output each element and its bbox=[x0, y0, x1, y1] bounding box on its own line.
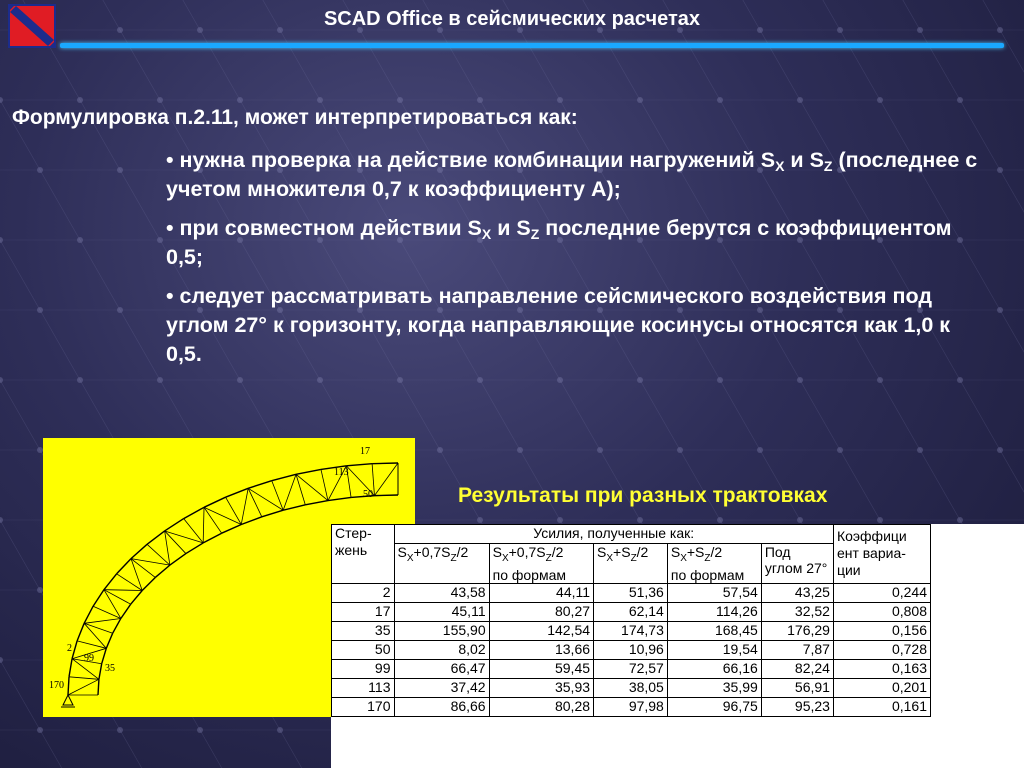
truss-member bbox=[184, 507, 204, 518]
bullet-item: • при совместном действии $S_X$ и $S_Z$ последние берутся с коэффициентом 0,5; bbox=[166, 216, 952, 269]
table-cell: 80,27 bbox=[489, 602, 593, 621]
table-cell: 51,36 bbox=[594, 583, 668, 602]
subheader-cell: Под углом 27° bbox=[761, 544, 833, 584]
table-cell: 44,11 bbox=[489, 583, 593, 602]
table-row bbox=[332, 697, 931, 716]
table-cell: 99 bbox=[332, 659, 395, 678]
table-cell: 43,58 bbox=[394, 583, 489, 602]
header-rod: Стер-жень bbox=[332, 525, 395, 584]
table-cell: 174,73 bbox=[594, 621, 668, 640]
subheader-cell: $S_X+0,7S_Z/2$ bbox=[394, 544, 489, 584]
table-cell: 0,244 bbox=[833, 583, 930, 602]
truss-member bbox=[272, 481, 283, 511]
table-cell: 66,16 bbox=[667, 659, 761, 678]
truss-member bbox=[68, 679, 99, 695]
table-cell: 0,156 bbox=[833, 621, 930, 640]
subheader-cell: $S_X+0,7S_Z/2$ по формам bbox=[489, 544, 593, 584]
truss-member bbox=[113, 618, 121, 633]
truss-member bbox=[93, 590, 104, 607]
table-cell: 62,14 bbox=[594, 602, 668, 621]
header-variation: Коэффици ент вариа-ции bbox=[833, 525, 930, 584]
bullet-item: • нужна проверка на действие комбинации нагружений $S_X$ и $S_Z$ (последнее с учетом множителя 0,7 к коэффициенту А); bbox=[166, 148, 978, 201]
table-cell: 35,93 bbox=[489, 678, 593, 697]
truss-member bbox=[131, 591, 143, 605]
table-cell: 80,28 bbox=[489, 697, 593, 716]
truss-member bbox=[328, 497, 351, 500]
table-cell: 176,29 bbox=[761, 621, 833, 640]
truss-member bbox=[93, 606, 121, 618]
truss-member bbox=[155, 565, 170, 577]
table-cell: 35 bbox=[332, 621, 395, 640]
truss-member bbox=[372, 463, 398, 464]
table-cell: 37,42 bbox=[394, 678, 489, 697]
table-cell: 7,87 bbox=[761, 640, 833, 659]
truss-member bbox=[186, 543, 203, 554]
truss-member bbox=[142, 577, 155, 590]
table-cell: 2 bbox=[332, 583, 395, 602]
table-row bbox=[332, 602, 931, 621]
truss-member bbox=[77, 641, 106, 648]
subheader-cell: $S_X+S_Z/2$ bbox=[594, 544, 668, 584]
truss-member bbox=[104, 590, 142, 591]
table-cell: 59,45 bbox=[489, 659, 593, 678]
table-cell: 0,163 bbox=[833, 659, 930, 678]
support-icon bbox=[63, 695, 73, 705]
section-heading: Формулировка п.2.11, может интерпретироваться как: bbox=[12, 106, 578, 129]
page-title: SCAD Office в сейсмических расчетах bbox=[323, 8, 701, 30]
table-cell: 155,90 bbox=[394, 621, 489, 640]
table-cell: 45,11 bbox=[394, 602, 489, 621]
table-cell: 170 bbox=[332, 697, 395, 716]
table-cell: 0,728 bbox=[833, 640, 930, 659]
truss-member bbox=[241, 517, 262, 525]
table-cell: 0,201 bbox=[833, 678, 930, 697]
truss-label: 113 bbox=[334, 467, 349, 478]
results-title: Результаты при разных трактовках bbox=[458, 484, 828, 507]
table-row bbox=[332, 678, 931, 697]
truss-member bbox=[72, 641, 77, 659]
truss-member bbox=[283, 505, 305, 510]
table-cell: 113 bbox=[332, 678, 395, 697]
truss-label: 50 bbox=[363, 489, 373, 500]
truss-member bbox=[69, 677, 99, 680]
table-cell: 95,23 bbox=[761, 697, 833, 716]
table-cell: 35,99 bbox=[667, 678, 761, 697]
truss-member bbox=[84, 606, 93, 623]
truss-member bbox=[165, 519, 184, 531]
truss-member bbox=[222, 524, 242, 533]
truss-member bbox=[99, 664, 102, 680]
truss-member bbox=[84, 618, 121, 623]
truss-member bbox=[272, 474, 296, 480]
truss-label: 17 bbox=[360, 446, 370, 457]
table-cell: 0,808 bbox=[833, 602, 930, 621]
truss-member bbox=[98, 679, 99, 695]
truss-member bbox=[68, 677, 69, 695]
truss-member bbox=[305, 501, 328, 505]
truss-member bbox=[346, 464, 372, 466]
truss-member bbox=[184, 519, 203, 543]
bullet-list bbox=[166, 146, 991, 379]
truss-member bbox=[203, 533, 221, 543]
table-cell: 32,52 bbox=[761, 602, 833, 621]
truss-member bbox=[296, 474, 305, 504]
table-cell: 17 bbox=[332, 602, 395, 621]
truss-member bbox=[147, 531, 165, 544]
truss-member bbox=[102, 648, 107, 663]
table-cell: 114,26 bbox=[667, 602, 761, 621]
table-row bbox=[332, 640, 931, 659]
table-cell: 168,45 bbox=[667, 621, 761, 640]
table-cell: 86,66 bbox=[394, 697, 489, 716]
table-row bbox=[332, 583, 931, 602]
table-cell: 82,24 bbox=[761, 659, 833, 678]
truss-member bbox=[374, 463, 398, 496]
truss-member bbox=[226, 488, 249, 497]
truss-member bbox=[296, 469, 321, 474]
truss-member bbox=[262, 510, 283, 517]
truss-member bbox=[241, 488, 248, 524]
header-forces-group: Усилия, полученные как: bbox=[394, 525, 833, 544]
truss-label: 2 bbox=[67, 643, 72, 654]
table-cell: 96,75 bbox=[667, 697, 761, 716]
truss-member bbox=[106, 633, 112, 648]
table-cell: 97,98 bbox=[594, 697, 668, 716]
table-cell: 72,57 bbox=[594, 659, 668, 678]
truss-member bbox=[104, 574, 117, 590]
truss-member bbox=[226, 497, 242, 524]
table-cell: 56,91 bbox=[761, 678, 833, 697]
truss-member bbox=[121, 604, 131, 618]
title-underline bbox=[60, 43, 1004, 48]
results-table-panel bbox=[331, 524, 1024, 768]
table-row bbox=[332, 659, 931, 678]
table-cell: 66,47 bbox=[394, 659, 489, 678]
table-row bbox=[332, 621, 931, 640]
truss-member bbox=[117, 559, 131, 574]
bullet-item: • следует рассматривать направление сейсмического воздействия под углом 27° к горизонту, когда направляющие косинусы относятся как 1,0 к 0,5. bbox=[166, 284, 951, 366]
truss-label: 99 bbox=[84, 653, 94, 664]
truss-member bbox=[204, 497, 226, 507]
subheader-cell: $S_X+S_Z/2$ по формам bbox=[667, 544, 761, 584]
table-cell: 10,96 bbox=[594, 640, 668, 659]
truss-member bbox=[283, 474, 296, 510]
truss-member bbox=[170, 554, 186, 566]
table-cell: 13,66 bbox=[489, 640, 593, 659]
truss-member bbox=[203, 507, 204, 543]
results-table bbox=[331, 524, 931, 717]
truss-member bbox=[374, 495, 398, 496]
table-cell: 50 bbox=[332, 640, 395, 659]
table-cell: 8,02 bbox=[394, 640, 489, 659]
truss-label: 170 bbox=[49, 680, 64, 691]
table-cell: 19,54 bbox=[667, 640, 761, 659]
truss-member bbox=[131, 544, 147, 558]
truss-member bbox=[117, 574, 143, 591]
table-cell: 57,54 bbox=[667, 583, 761, 602]
truss-member bbox=[69, 659, 72, 677]
truss-member bbox=[77, 623, 84, 641]
table-cell: 43,25 bbox=[761, 583, 833, 602]
table-cell: 142,54 bbox=[489, 621, 593, 640]
table-cell: 0,161 bbox=[833, 697, 930, 716]
table-cell: 38,05 bbox=[594, 678, 668, 697]
truss-member bbox=[248, 481, 272, 489]
truss-label: 35 bbox=[105, 663, 115, 674]
